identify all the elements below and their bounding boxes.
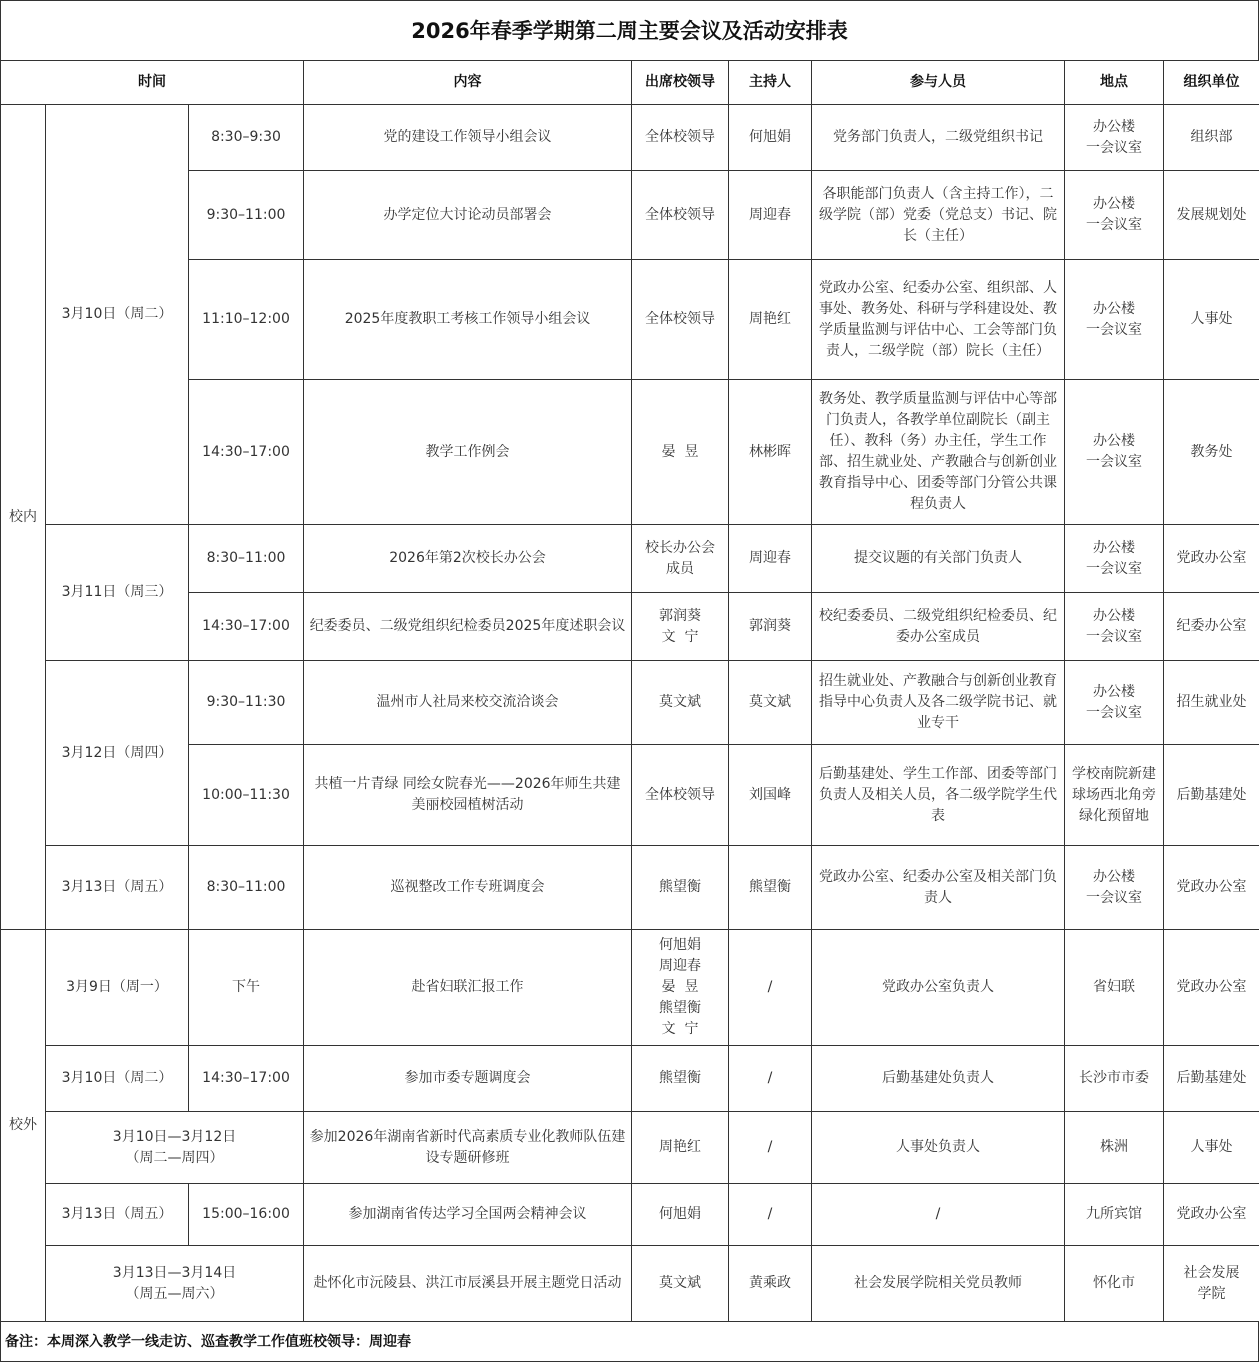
- leader-cell: 全体校领导: [632, 745, 729, 846]
- leader-cell: 熊望衡: [632, 846, 729, 930]
- header-organizer: 组织单位: [1164, 61, 1259, 105]
- scope-internal: 校内: [1, 105, 46, 930]
- organizer-cell: 党政办公室: [1164, 1184, 1259, 1246]
- leader-cell: 全体校领导: [632, 260, 729, 380]
- header-time: 时间: [1, 61, 304, 105]
- location-cell: 办公楼 一会议室: [1065, 593, 1164, 661]
- date-cell: 3月12日（周四）: [46, 661, 189, 846]
- organizer-cell: 人事处: [1164, 1112, 1259, 1184]
- host-cell: /: [729, 1184, 812, 1246]
- table-row: [1, 260, 1259, 380]
- date-cell: 3月11日（周三）: [46, 525, 189, 661]
- table-row: [1, 661, 1259, 745]
- participants-cell: 教务处、教学质量监测与评估中心等部门负责人，各教学单位副院长（副主任）、教科（务）办主任，学生工作部、招生就业处、产教融合与创新创业教育指导中心、团委等部门分管公共课程负责人: [812, 380, 1065, 525]
- participants-cell: 各职能部门负责人（含主持工作），二级学院（部）党委（党总支）书记、院长（主任）: [812, 171, 1065, 260]
- organizer-cell: 党政办公室: [1164, 930, 1259, 1046]
- time-cell: 11:10–12:00: [189, 260, 304, 380]
- organizer-cell: 招生就业处: [1164, 661, 1259, 745]
- participants-cell: 党务部门负责人，二级党组织书记: [812, 105, 1065, 171]
- content-cell: 党的建设工作领导小组会议: [304, 105, 632, 171]
- host-cell: 刘国峰: [729, 745, 812, 846]
- time-cell: 下午: [189, 930, 304, 1046]
- content-cell: 纪委委员、二级党组织纪检委员2025年度述职会议: [304, 593, 632, 661]
- host-cell: 林彬晖: [729, 380, 812, 525]
- content-cell: 共植一片青绿 同绘女院春光——2026年师生共建美丽校园植树活动: [304, 745, 632, 846]
- content-cell: 教学工作例会: [304, 380, 632, 525]
- date-cell: 3月9日（周一）: [46, 930, 189, 1046]
- host-cell: /: [729, 930, 812, 1046]
- header-leader: 出席校领导: [632, 61, 729, 105]
- host-cell: 何旭娟: [729, 105, 812, 171]
- table-row: [1, 846, 1259, 930]
- header-location: 地点: [1065, 61, 1164, 105]
- location-cell: 办公楼 一会议室: [1065, 380, 1164, 525]
- time-cell: 8:30–9:30: [189, 105, 304, 171]
- date-cell: 3月10日—3月12日 （周二—周四）: [46, 1112, 304, 1184]
- organizer-cell: 发展规划处: [1164, 171, 1259, 260]
- header-participants: 参与人员: [812, 61, 1065, 105]
- table-row: [1, 593, 1259, 661]
- host-cell: /: [729, 1046, 812, 1112]
- participants-cell: 提交议题的有关部门负责人: [812, 525, 1065, 593]
- participants-cell: 社会发展学院相关党员教师: [812, 1246, 1065, 1322]
- host-cell: 周艳红: [729, 260, 812, 380]
- content-cell: 2026年第2次校长办公会: [304, 525, 632, 593]
- host-cell: /: [729, 1112, 812, 1184]
- time-cell: 8:30–11:00: [189, 846, 304, 930]
- content-cell: 赴省妇联汇报工作: [304, 930, 632, 1046]
- participants-cell: 后勤基建处负责人: [812, 1046, 1065, 1112]
- location-cell: 株洲: [1065, 1112, 1164, 1184]
- participants-cell: 人事处负责人: [812, 1112, 1065, 1184]
- participants-cell: /: [812, 1184, 1065, 1246]
- organizer-cell: 党政办公室: [1164, 525, 1259, 593]
- participants-cell: 招生就业处、产教融合与创新创业教育指导中心负责人及各二级学院书记、就业专干: [812, 661, 1065, 745]
- page-title: 2026年春季学期第二周主要会议及活动安排表: [0, 0, 1259, 60]
- host-cell: 周迎春: [729, 525, 812, 593]
- organizer-cell: 教务处: [1164, 380, 1259, 525]
- host-cell: 黄乘政: [729, 1246, 812, 1322]
- leader-cell: 全体校领导: [632, 171, 729, 260]
- table-row: [1, 1112, 1259, 1184]
- location-cell: 学校南院新建球场西北角旁绿化预留地: [1065, 745, 1164, 846]
- content-cell: 参加2026年湖南省新时代高素质专业化教师队伍建设专题研修班: [304, 1112, 632, 1184]
- location-cell: 长沙市市委: [1065, 1046, 1164, 1112]
- host-cell: 熊望衡: [729, 846, 812, 930]
- date-cell: 3月13日—3月14日 （周五—周六）: [46, 1246, 304, 1322]
- leader-cell: 周艳红: [632, 1112, 729, 1184]
- leader-cell: 全体校领导: [632, 105, 729, 171]
- location-cell: 办公楼 一会议室: [1065, 260, 1164, 380]
- time-cell: 15:00–16:00: [189, 1184, 304, 1246]
- leader-cell: 晏 昱: [632, 380, 729, 525]
- time-cell: 8:30–11:00: [189, 525, 304, 593]
- time-cell: 9:30–11:30: [189, 661, 304, 745]
- leader-cell: 熊望衡: [632, 1046, 729, 1112]
- content-cell: 巡视整改工作专班调度会: [304, 846, 632, 930]
- header-row: [1, 61, 1259, 105]
- header-content: 内容: [304, 61, 632, 105]
- leader-cell: 何旭娟: [632, 1184, 729, 1246]
- leader-cell: 莫文斌: [632, 1246, 729, 1322]
- organizer-cell: 人事处: [1164, 260, 1259, 380]
- content-cell: 参加市委专题调度会: [304, 1046, 632, 1112]
- location-cell: 办公楼 一会议室: [1065, 846, 1164, 930]
- time-cell: 14:30–17:00: [189, 380, 304, 525]
- table-row: [1, 380, 1259, 525]
- table-row: [1, 171, 1259, 260]
- leader-cell: 何旭娟 周迎春 晏 昱 熊望衡 文 宁: [632, 930, 729, 1046]
- time-cell: 10:00–11:30: [189, 745, 304, 846]
- location-cell: 办公楼 一会议室: [1065, 661, 1164, 745]
- organizer-cell: 后勤基建处: [1164, 745, 1259, 846]
- time-cell: 14:30–17:00: [189, 1046, 304, 1112]
- table-row: [1, 930, 1259, 1046]
- date-cell: 3月10日（周二）: [46, 1046, 189, 1112]
- scope-external: 校外: [1, 930, 46, 1322]
- organizer-cell: 社会发展 学院: [1164, 1246, 1259, 1322]
- location-cell: 省妇联: [1065, 930, 1164, 1046]
- organizer-cell: 党政办公室: [1164, 846, 1259, 930]
- schedule-table: [0, 60, 1259, 1322]
- location-cell: 办公楼 一会议室: [1065, 525, 1164, 593]
- date-cell: 3月10日（周二）: [46, 105, 189, 525]
- content-cell: 参加湖南省传达学习全国两会精神会议: [304, 1184, 632, 1246]
- host-cell: 郭润葵: [729, 593, 812, 661]
- time-cell: 14:30–17:00: [189, 593, 304, 661]
- organizer-cell: 纪委办公室: [1164, 593, 1259, 661]
- table-row: [1, 105, 1259, 171]
- leader-cell: 莫文斌: [632, 661, 729, 745]
- organizer-cell: 组织部: [1164, 105, 1259, 171]
- location-cell: 怀化市: [1065, 1246, 1164, 1322]
- table-row: [1, 1246, 1259, 1322]
- content-cell: 温州市人社局来校交流洽谈会: [304, 661, 632, 745]
- location-cell: 办公楼 一会议室: [1065, 171, 1164, 260]
- table-row: [1, 525, 1259, 593]
- content-cell: 办学定位大讨论动员部署会: [304, 171, 632, 260]
- time-cell: 9:30–11:00: [189, 171, 304, 260]
- leader-cell: 校长办公会 成员: [632, 525, 729, 593]
- leader-cell: 郭润葵 文 宁: [632, 593, 729, 661]
- table-row: [1, 745, 1259, 846]
- host-cell: 周迎春: [729, 171, 812, 260]
- location-cell: 九所宾馆: [1065, 1184, 1164, 1246]
- footer-note: 备注：本周深入教学一线走访、巡查教学工作值班校领导：周迎春: [0, 1322, 1259, 1362]
- content-cell: 赴怀化市沅陵县、洪江市辰溪县开展主题党日活动: [304, 1246, 632, 1322]
- table-row: [1, 1046, 1259, 1112]
- location-cell: 办公楼 一会议室: [1065, 105, 1164, 171]
- participants-cell: 校纪委委员、二级党组织纪检委员、纪委办公室成员: [812, 593, 1065, 661]
- table-row: [1, 1184, 1259, 1246]
- participants-cell: 党政办公室、纪委办公室及相关部门负责人: [812, 846, 1065, 930]
- host-cell: 莫文斌: [729, 661, 812, 745]
- participants-cell: 后勤基建处、学生工作部、团委等部门负责人及相关人员，各二级学院学生代表: [812, 745, 1065, 846]
- participants-cell: 党政办公室负责人: [812, 930, 1065, 1046]
- participants-cell: 党政办公室、纪委办公室、组织部、人事处、教务处、科研与学科建设处、教学质量监测与评估中心、工会等部门负责人，二级学院（部）院长（主任）: [812, 260, 1065, 380]
- header-host: 主持人: [729, 61, 812, 105]
- date-cell: 3月13日（周五）: [46, 1184, 189, 1246]
- organizer-cell: 后勤基建处: [1164, 1046, 1259, 1112]
- content-cell: 2025年度教职工考核工作领导小组会议: [304, 260, 632, 380]
- date-cell: 3月13日（周五）: [46, 846, 189, 930]
